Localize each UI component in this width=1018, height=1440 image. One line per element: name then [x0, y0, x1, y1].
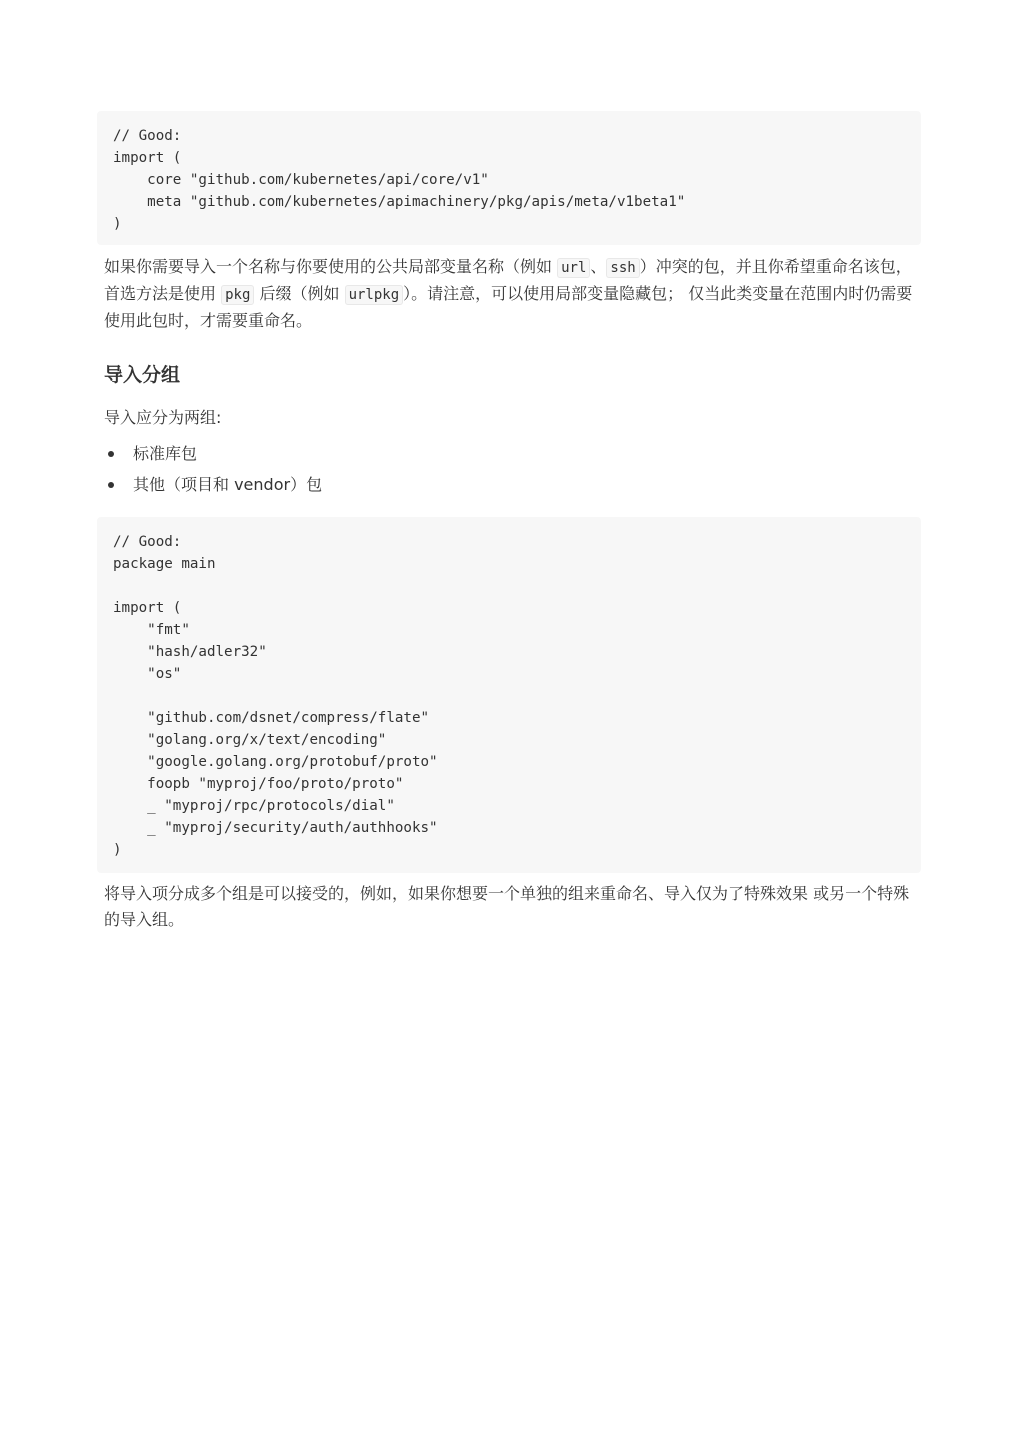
paragraph-rename-guidance: [104, 254, 916, 334]
list-item-label: 标准库包: [133, 444, 198, 463]
text-segment: 、: [590, 257, 607, 276]
code-block-imports-renamed: [97, 111, 921, 245]
bullet-icon: [108, 451, 114, 457]
code-block-import-groups: [97, 517, 921, 873]
section-heading: 导入分组: [104, 364, 181, 386]
code-text: // Good: import ( core "github.com/kubernetes/api/core/v1" meta "github.com/kubernetes/apimachinery/pkg/apis/meta/v1beta1" ): [113, 128, 686, 232]
code-text: // Good: package main import ( "fmt" "hash/adler32" "os" "github.com/dsnet/compress/flate" "golang.org/x/text/encoding" "google.golang.org/protobuf/proto" foopb "myproj/foo/proto/proto" _ "myproj/rpc/protocols/dial" _ "myproj/security/auth/authhooks" ): [113, 534, 438, 858]
text-segment: 如果你需要导入一个名称与你要使用的公共局部变量名称（例如: [104, 257, 558, 276]
text-segment: ）。请注意，可以使用局部变量隐藏包； 仅当此类变量在范围内时仍需要使用此包时，才需要重命名。: [104, 284, 913, 330]
text-segment: ）冲突的包，并且你希望重命名该包，首选方法是使用: [104, 257, 912, 303]
import-groups-list: [104, 441, 322, 503]
list-item-label: 其他（项目和 vendor）包: [133, 475, 323, 494]
section-intro: 导入应分为两组:: [104, 408, 222, 427]
inline-code-ssh: ssh: [606, 258, 639, 278]
list-item: [104, 441, 322, 472]
text-segment: 后缀（例如: [254, 284, 345, 303]
bullet-icon: [108, 482, 114, 488]
inline-code-urlpkg: urlpkg: [345, 285, 404, 305]
inline-code-pkg: pkg: [221, 285, 254, 305]
inline-code-url: url: [557, 258, 590, 278]
list-item: [104, 472, 322, 503]
paragraph-multiple-groups: 将导入项分成多个组是可以接受的，例如，如果你想要一个单独的组来重命名、导入仅为了特殊效果 或另一个特殊的导入组。: [104, 884, 910, 929]
